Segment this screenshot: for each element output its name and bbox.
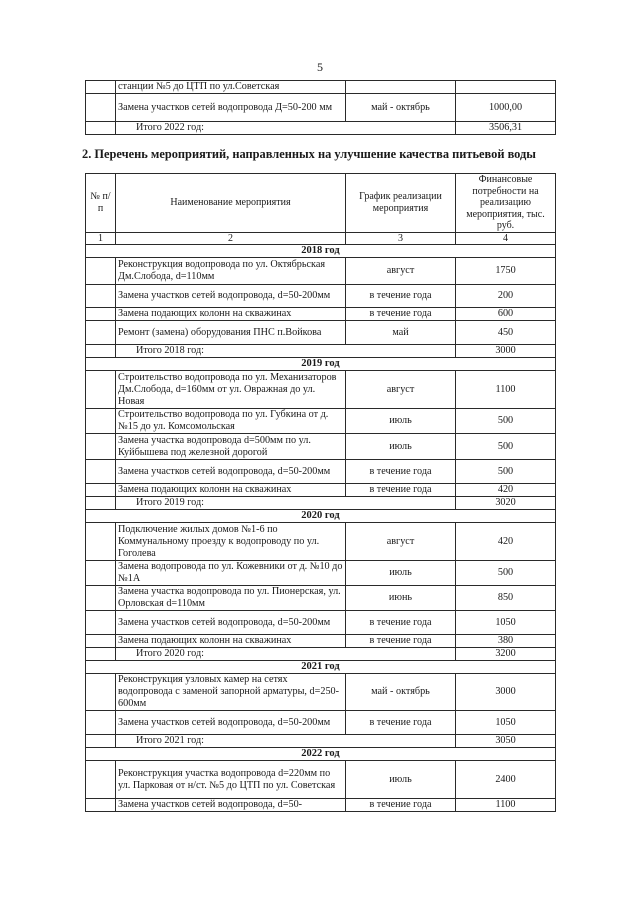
measure-name: Замена водопровода по ул. Кожевники от д. №10 до №1А bbox=[116, 561, 346, 586]
cost-cell: 600 bbox=[456, 308, 556, 321]
total-value: 3200 bbox=[456, 648, 556, 661]
cost-cell: 850 bbox=[456, 586, 556, 611]
total-label: Итого 2019 год: bbox=[116, 497, 456, 510]
measure-name: станции №5 до ЦТП по ул.Советская bbox=[116, 81, 346, 94]
schedule-cell: май - октябрь bbox=[346, 674, 456, 711]
cost-cell: 200 bbox=[456, 285, 556, 308]
cost-cell: 500 bbox=[456, 460, 556, 484]
total-label: Итого 2018 год: bbox=[116, 345, 456, 358]
schedule-cell: в течение года bbox=[346, 484, 456, 497]
measure-name: Замена участков сетей водопровода, d=50- bbox=[116, 799, 346, 812]
num-cell bbox=[86, 409, 116, 434]
schedule-cell: в течение года bbox=[346, 460, 456, 484]
measure-name: Замена участков сетей водопровода, d=50-200мм bbox=[116, 460, 346, 484]
table-row bbox=[86, 484, 556, 497]
num-cell bbox=[86, 799, 116, 812]
table-row bbox=[86, 523, 556, 561]
num-cell bbox=[86, 635, 116, 648]
num-cell bbox=[86, 561, 116, 586]
total-value: 3050 bbox=[456, 735, 556, 748]
schedule-cell: в течение года bbox=[346, 711, 456, 735]
measure-name: Строительство водопровода по ул. Губкина от д. №15 до ул. Комсомольская bbox=[116, 409, 346, 434]
header-num: № п/п bbox=[86, 174, 116, 233]
table-row bbox=[86, 94, 556, 122]
num-cell bbox=[86, 285, 116, 308]
year-heading: 2019 год bbox=[86, 358, 556, 371]
year-row bbox=[86, 661, 556, 674]
top-continuation-table bbox=[85, 80, 556, 135]
measures-table bbox=[85, 173, 556, 812]
section-title: 2. Перечень мероприятий, направленных на улучшение качества питьевой воды bbox=[82, 147, 536, 161]
num-cell bbox=[86, 308, 116, 321]
schedule-cell: июль bbox=[346, 409, 456, 434]
cost-cell: 450 bbox=[456, 321, 556, 345]
schedule-cell: август bbox=[346, 523, 456, 561]
cost-cell: 1100 bbox=[456, 799, 556, 812]
column-number-row bbox=[86, 232, 556, 245]
table-row bbox=[86, 371, 556, 409]
num-cell bbox=[86, 434, 116, 460]
cost-cell: 420 bbox=[456, 523, 556, 561]
header-name: Наименование мероприятия bbox=[116, 174, 346, 233]
total-label: Итого 2022 год: bbox=[116, 122, 456, 135]
measure-name: Строительство водопровода по ул. Механизаторов Дм.Слобода, d=160мм от ул. Овражная до ул. Новая bbox=[116, 371, 346, 409]
header-cost: Финансовые потребности на реализацию мероприятия, тыс. руб. bbox=[456, 174, 556, 233]
table-header-row bbox=[86, 174, 556, 233]
num-cell bbox=[86, 81, 116, 94]
cost-cell: 1050 bbox=[456, 611, 556, 635]
num-cell bbox=[86, 345, 116, 358]
schedule-cell: май - октябрь bbox=[346, 94, 456, 122]
total-row bbox=[86, 735, 556, 748]
total-value: 3020 bbox=[456, 497, 556, 510]
col-number: 4 bbox=[456, 232, 556, 245]
cost-cell: 1100 bbox=[456, 371, 556, 409]
measure-name: Замена участков сетей водопровода, d=50-200мм bbox=[116, 285, 346, 308]
total-value: 3506,31 bbox=[456, 122, 556, 135]
cost-cell: 2400 bbox=[456, 761, 556, 799]
measure-name: Реконструкция узловых камер на сетях водопровода с заменой запорной арматуры, d=250-600мм bbox=[116, 674, 346, 711]
table-row bbox=[86, 308, 556, 321]
table-row bbox=[86, 761, 556, 799]
schedule-cell: в течение года bbox=[346, 799, 456, 812]
col-number: 2 bbox=[116, 232, 346, 245]
measure-name: Замена участков сетей водопровода, d=50-200мм bbox=[116, 711, 346, 735]
year-heading: 2021 год bbox=[86, 661, 556, 674]
schedule-cell: июнь bbox=[346, 586, 456, 611]
cost-cell: 1050 bbox=[456, 711, 556, 735]
num-cell bbox=[86, 648, 116, 661]
num-cell bbox=[86, 674, 116, 711]
measure-name: Замена участка водопровода по ул. Пионерская, ул. Орловская d=110мм bbox=[116, 586, 346, 611]
num-cell bbox=[86, 122, 116, 135]
num-cell bbox=[86, 460, 116, 484]
year-heading: 2022 год bbox=[86, 748, 556, 761]
num-cell bbox=[86, 258, 116, 285]
cost-cell: 500 bbox=[456, 434, 556, 460]
num-cell bbox=[86, 484, 116, 497]
num-cell bbox=[86, 497, 116, 510]
num-cell bbox=[86, 586, 116, 611]
table-row bbox=[86, 799, 556, 812]
num-cell bbox=[86, 711, 116, 735]
schedule-cell bbox=[346, 81, 456, 94]
schedule-cell: в течение года bbox=[346, 611, 456, 635]
cost-cell: 3000 bbox=[456, 674, 556, 711]
total-value: 3000 bbox=[456, 345, 556, 358]
schedule-cell: июль bbox=[346, 561, 456, 586]
table-row bbox=[86, 561, 556, 586]
total-row bbox=[86, 345, 556, 358]
table-row bbox=[86, 81, 556, 94]
table-row bbox=[86, 611, 556, 635]
num-cell bbox=[86, 761, 116, 799]
schedule-cell: июль bbox=[346, 761, 456, 799]
measure-name: Реконструкция участка водопровода d=220мм по ул. Парковая от н/ст. №5 до ЦТП по ул. Советская bbox=[116, 761, 346, 799]
table-row bbox=[86, 258, 556, 285]
table-row bbox=[86, 460, 556, 484]
schedule-cell: в течение года bbox=[346, 308, 456, 321]
num-cell bbox=[86, 735, 116, 748]
cost-cell: 380 bbox=[456, 635, 556, 648]
year-heading: 2020 год bbox=[86, 510, 556, 523]
year-row bbox=[86, 358, 556, 371]
cost-cell: 1750 bbox=[456, 258, 556, 285]
page-number: 5 bbox=[317, 60, 323, 74]
num-cell bbox=[86, 611, 116, 635]
measure-name: Замена участков сетей водопровода, d=50-200мм bbox=[116, 611, 346, 635]
schedule-cell: в течение года bbox=[346, 635, 456, 648]
num-cell bbox=[86, 523, 116, 561]
header-schedule: График реализации мероприятия bbox=[346, 174, 456, 233]
schedule-cell: май bbox=[346, 321, 456, 345]
measure-name: Реконструкция водопровода по ул. Октябрьская Дм.Слобода, d=110мм bbox=[116, 258, 346, 285]
year-row bbox=[86, 510, 556, 523]
year-row bbox=[86, 748, 556, 761]
measure-name: Подключение жилых домов №1-6 по Коммунальному проезду к водопроводу по ул. Гоголева bbox=[116, 523, 346, 561]
cost-cell: 1000,00 bbox=[456, 94, 556, 122]
num-cell bbox=[86, 371, 116, 409]
table-row bbox=[86, 409, 556, 434]
table-row bbox=[86, 586, 556, 611]
total-row bbox=[86, 122, 556, 135]
num-cell bbox=[86, 321, 116, 345]
num-cell bbox=[86, 94, 116, 122]
schedule-cell: август bbox=[346, 371, 456, 409]
table-row bbox=[86, 285, 556, 308]
table-row bbox=[86, 711, 556, 735]
col-number: 3 bbox=[346, 232, 456, 245]
total-label: Итого 2020 год: bbox=[116, 648, 456, 661]
col-number: 1 bbox=[86, 232, 116, 245]
table-row bbox=[86, 434, 556, 460]
table-row bbox=[86, 321, 556, 345]
schedule-cell: в течение года bbox=[346, 285, 456, 308]
measure-name: Замена подающих колонн на скважинах bbox=[116, 484, 346, 497]
measure-name: Замена участков сетей водопровода Д=50-200 мм bbox=[116, 94, 346, 122]
measure-name: Замена подающих колонн на скважинах bbox=[116, 308, 346, 321]
schedule-cell: июль bbox=[346, 434, 456, 460]
measure-name: Замена подающих колонн на скважинах bbox=[116, 635, 346, 648]
total-label: Итого 2021 год: bbox=[116, 735, 456, 748]
cost-cell bbox=[456, 81, 556, 94]
cost-cell: 500 bbox=[456, 561, 556, 586]
table-row bbox=[86, 674, 556, 711]
measure-name: Ремонт (замена) оборудования ПНС п.Войкова bbox=[116, 321, 346, 345]
total-row bbox=[86, 497, 556, 510]
measure-name: Замена участка водопровода d=500мм по ул. Куйбышева под железной дорогой bbox=[116, 434, 346, 460]
cost-cell: 500 bbox=[456, 409, 556, 434]
table-row bbox=[86, 635, 556, 648]
schedule-cell: август bbox=[346, 258, 456, 285]
total-row bbox=[86, 648, 556, 661]
year-row bbox=[86, 245, 556, 258]
cost-cell: 420 bbox=[456, 484, 556, 497]
year-heading: 2018 год bbox=[86, 245, 556, 258]
